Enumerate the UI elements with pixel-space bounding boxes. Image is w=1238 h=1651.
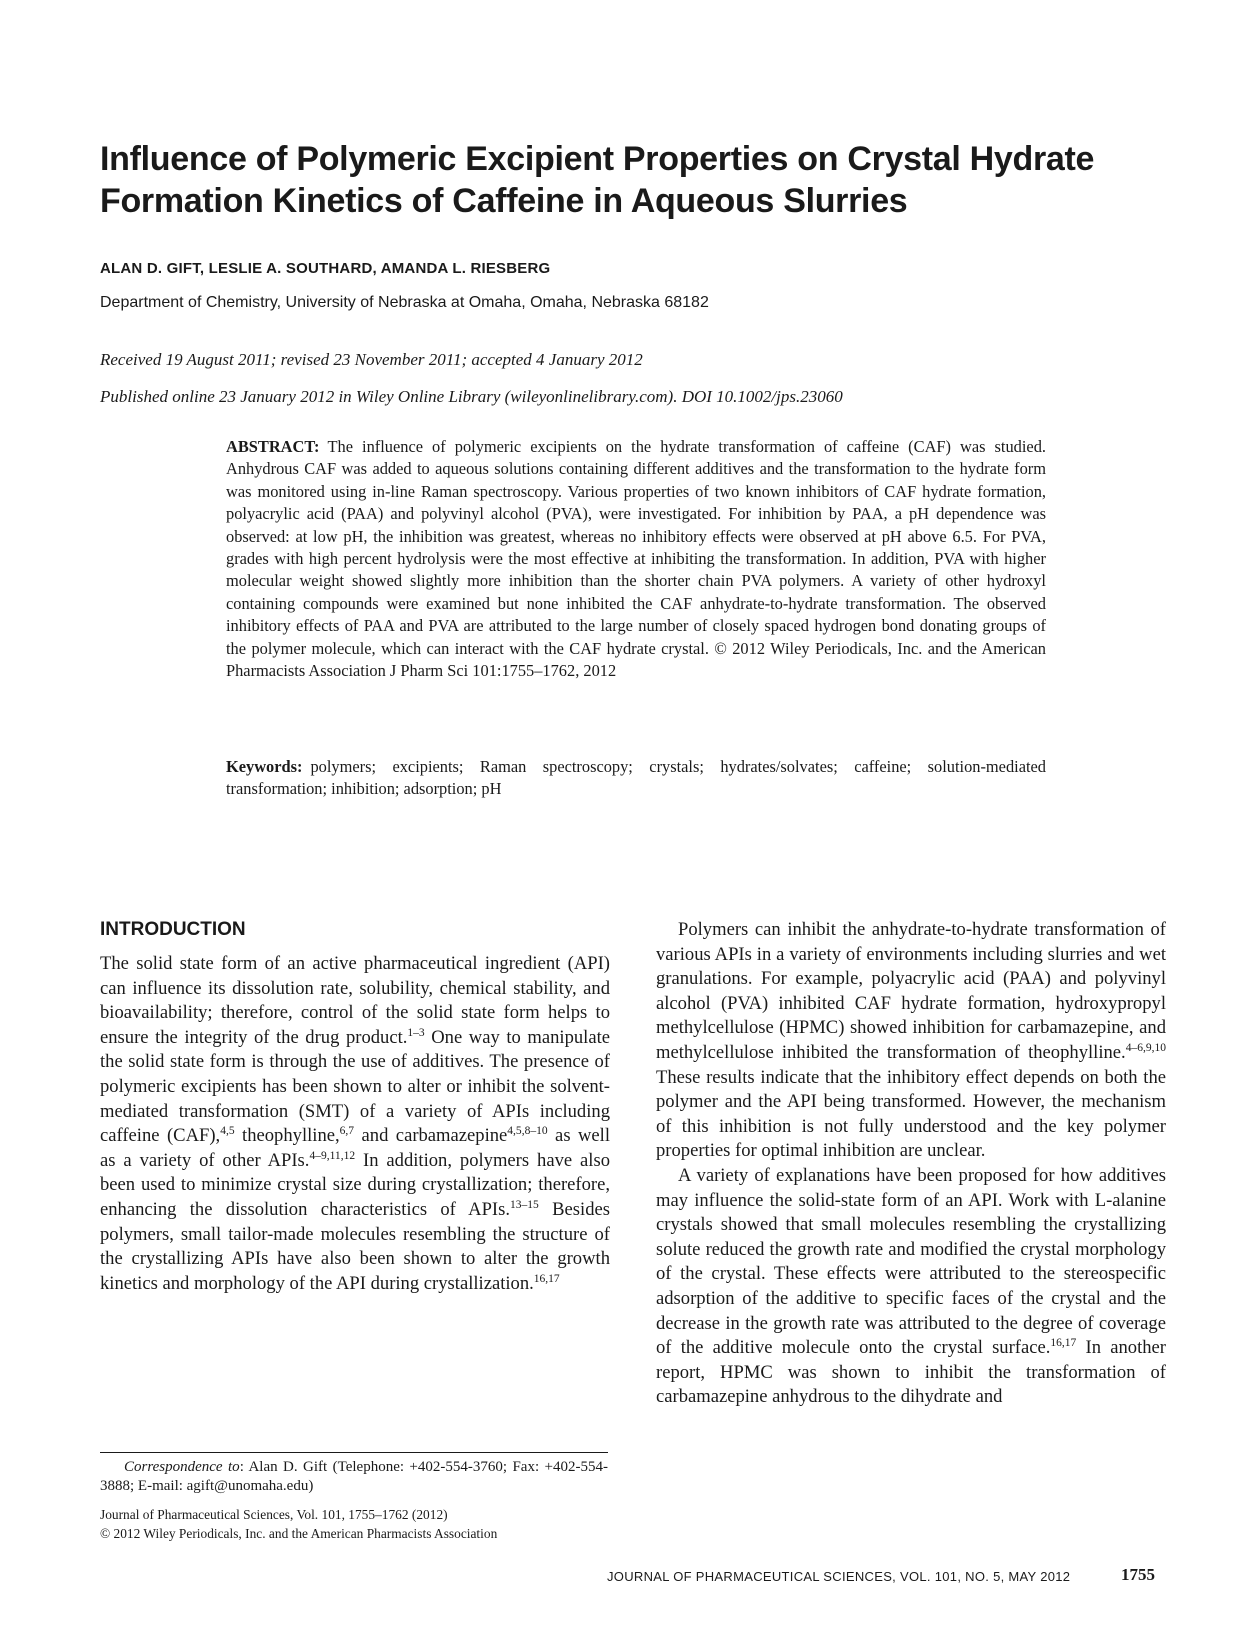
citation-ref: 4–9,11,12 bbox=[309, 1149, 356, 1162]
copyright-line: © 2012 Wiley Periodicals, Inc. and the American Pharmacists Association bbox=[100, 1526, 498, 1541]
intro-paragraph-1 bbox=[100, 952, 610, 1296]
author-list: ALAN D. GIFT, LESLIE A. SOUTHARD, AMANDA L. RIESBERG bbox=[100, 260, 551, 277]
text-segment: A variety of explanations have been proposed for how additives may influence the solid-state form of an API. Work with L-alanine crystals showed that small molecules resembling the crystallizing solute reduced the growth rate and modified the crystal morphology of the crystal. These effects were attributed to the stereospecific adsorption of the additive to specific faces of the crystal and the decrease in the growth rate was attributed to the degree of coverage of the additive molecule onto the crystal surface. bbox=[656, 1164, 1166, 1359]
citation-ref: 16,17 bbox=[1050, 1337, 1077, 1350]
text-segment: Polymers can inhibit the anhydrate-to-hydrate transformation of various APIs in a variety of environments including slurries and wet granulations. For example, polyacrylic acid (PAA) and polyvinyl alcohol (PVA) inhibited CAF hydrate formation, hydroxypropyl methylcellulose (HPMC) showed inhibition for carbamazepine, and methylcellulose inhibited the transformation of theophylline. bbox=[656, 919, 1166, 1063]
citation-ref: 4–6,9,10 bbox=[1125, 1042, 1166, 1055]
article-dates: Received 19 August 2011; revised 23 November 2011; accepted 4 January 2012 bbox=[100, 350, 643, 369]
correspondence-label: Correspondence to bbox=[124, 1459, 240, 1475]
text-segment: These results indicate that the inhibitory effect depends on both the polymer and the API being transformed. However, the mechanism of this inhibition is not fully understood and the key polymer properties for optimal inhibition are unclear. bbox=[656, 1066, 1166, 1162]
text-segment: theophylline, bbox=[234, 1125, 340, 1147]
left-column bbox=[100, 918, 610, 1296]
journal-info bbox=[100, 1505, 608, 1543]
abstract bbox=[226, 436, 1046, 682]
text-segment: Besides polymers, small tailor-made molecules resembling the structure of the crystallizing APIs have also been shown to alter the growth kinetics and morphology of the API during crystallization. bbox=[100, 1198, 610, 1294]
affiliation: Department of Chemistry, University of Nebraska at Omaha, Omaha, Nebraska 68182 bbox=[100, 294, 709, 311]
publication-info: Published online 23 January 2012 in Wiley Online Library (wileyonlinelibrary.com). DOI 10.1002/jps.23060 bbox=[100, 387, 843, 406]
text-segment: In another report, HPMC was shown to inhibit the transformation of carbamazepine anhydrous to the dihydrate and bbox=[656, 1337, 1166, 1408]
keywords-text: polymers; excipients; Raman spectroscopy; crystals; hydrates/solvates; caffeine; solution-mediated transformation; inhibition; adsorption; pH bbox=[226, 757, 1046, 799]
article-title: Influence of Polymeric Excipient Properties on Crystal Hydrate Formation Kinetics of Caffeine in Aqueous Slurries bbox=[100, 140, 1095, 220]
citation-ref: 4,5,8–10 bbox=[507, 1125, 548, 1138]
footnote-divider bbox=[100, 1452, 608, 1453]
text-segment: and carbamazepine bbox=[354, 1125, 508, 1147]
text-segment: One way to manipulate the solid state form is through the use of additives. The presence of polymeric excipients has been shown to alter or inhibit the solvent-mediated transformation (SMT) of a variety of APIs including caffeine (CAF), bbox=[100, 1026, 610, 1147]
text-segment: The solid state form of an active pharmaceutical ingredient (API) can influence its dissolution rate, solubility, chemical stability, and bioavailability; therefore, control of the solid state form helps to ensure the integrity of the drug product. bbox=[100, 953, 610, 1048]
text-segment: In addition, polymers have also been used to minimize crystal size during crystallization; therefore, enhancing the dissolution characteristics of APIs. bbox=[100, 1149, 610, 1220]
citation-ref: 4,5 bbox=[220, 1125, 235, 1138]
running-footer: JOURNAL OF PHARMACEUTICAL SCIENCES, VOL. 101, NO. 5, MAY 2012 bbox=[607, 1569, 1071, 1584]
section-heading-introduction: INTRODUCTION bbox=[100, 919, 246, 940]
abstract-text: The influence of polymeric excipients on the hydrate transformation of caffeine (CAF) was studied. Anhydrous CAF was added to aqueous solutions containing different additives and the transformation to the hydrate form was monitored using in-line Raman spectroscopy. Various properties of two known inhibitors of CAF hydrate formation, polyacrylic acid (PAA) and polyvinyl alcohol (PVA), were investigated. For inhibition by PAA, a pH dependence was observed: at low pH, the inhibition was greatest, whereas no inhibitory effects were observed at pH above 6.5. For PVA, grades with high percent hydrolysis were the most effective at inhibiting the transformation. In addition, PVA with higher molecular weight showed slightly more inhibition than the shorter chain PVA polymers. A variety of other hydroxyl containing compounds were examined but none inhibited the CAF anhydrate-to-hydrate transformation. The observed inhibitory effects of PAA and PVA are attributed to the large number of closely spaced hydrogen bond donating groups of the polymer molecule, which can interact with the CAF hydrate crystal. © 2012 Wiley Periodicals, Inc. and the American Pharmacists Association J Pharm Sci 101:1755–1762, 2012 bbox=[226, 437, 1046, 681]
correspondence-footnote bbox=[100, 1458, 608, 1496]
right-column bbox=[656, 918, 1166, 1410]
citation-ref: 16,17 bbox=[533, 1272, 560, 1285]
text-segment: as well as a variety of other APIs. bbox=[100, 1125, 611, 1171]
citation-ref: 13–15 bbox=[510, 1199, 539, 1212]
page-number: 1755 bbox=[1121, 1565, 1155, 1584]
keywords bbox=[226, 756, 1046, 801]
journal-citation-line: Journal of Pharmaceutical Sciences, Vol. 101, 1755–1762 (2012) bbox=[100, 1507, 448, 1522]
intro-paragraph-3 bbox=[656, 1164, 1166, 1410]
keywords-label: Keywords: bbox=[226, 757, 303, 776]
intro-paragraph-2 bbox=[656, 918, 1166, 1164]
citation-ref: 6,7 bbox=[339, 1125, 355, 1138]
abstract-label: ABSTRACT: bbox=[226, 437, 320, 456]
citation-ref: 1–3 bbox=[407, 1026, 425, 1039]
correspondence-text: : Alan D. Gift (Telephone: +402-554-3760; Fax: +402-554-3888; E-mail: agift@unomaha.edu) bbox=[100, 1459, 608, 1494]
